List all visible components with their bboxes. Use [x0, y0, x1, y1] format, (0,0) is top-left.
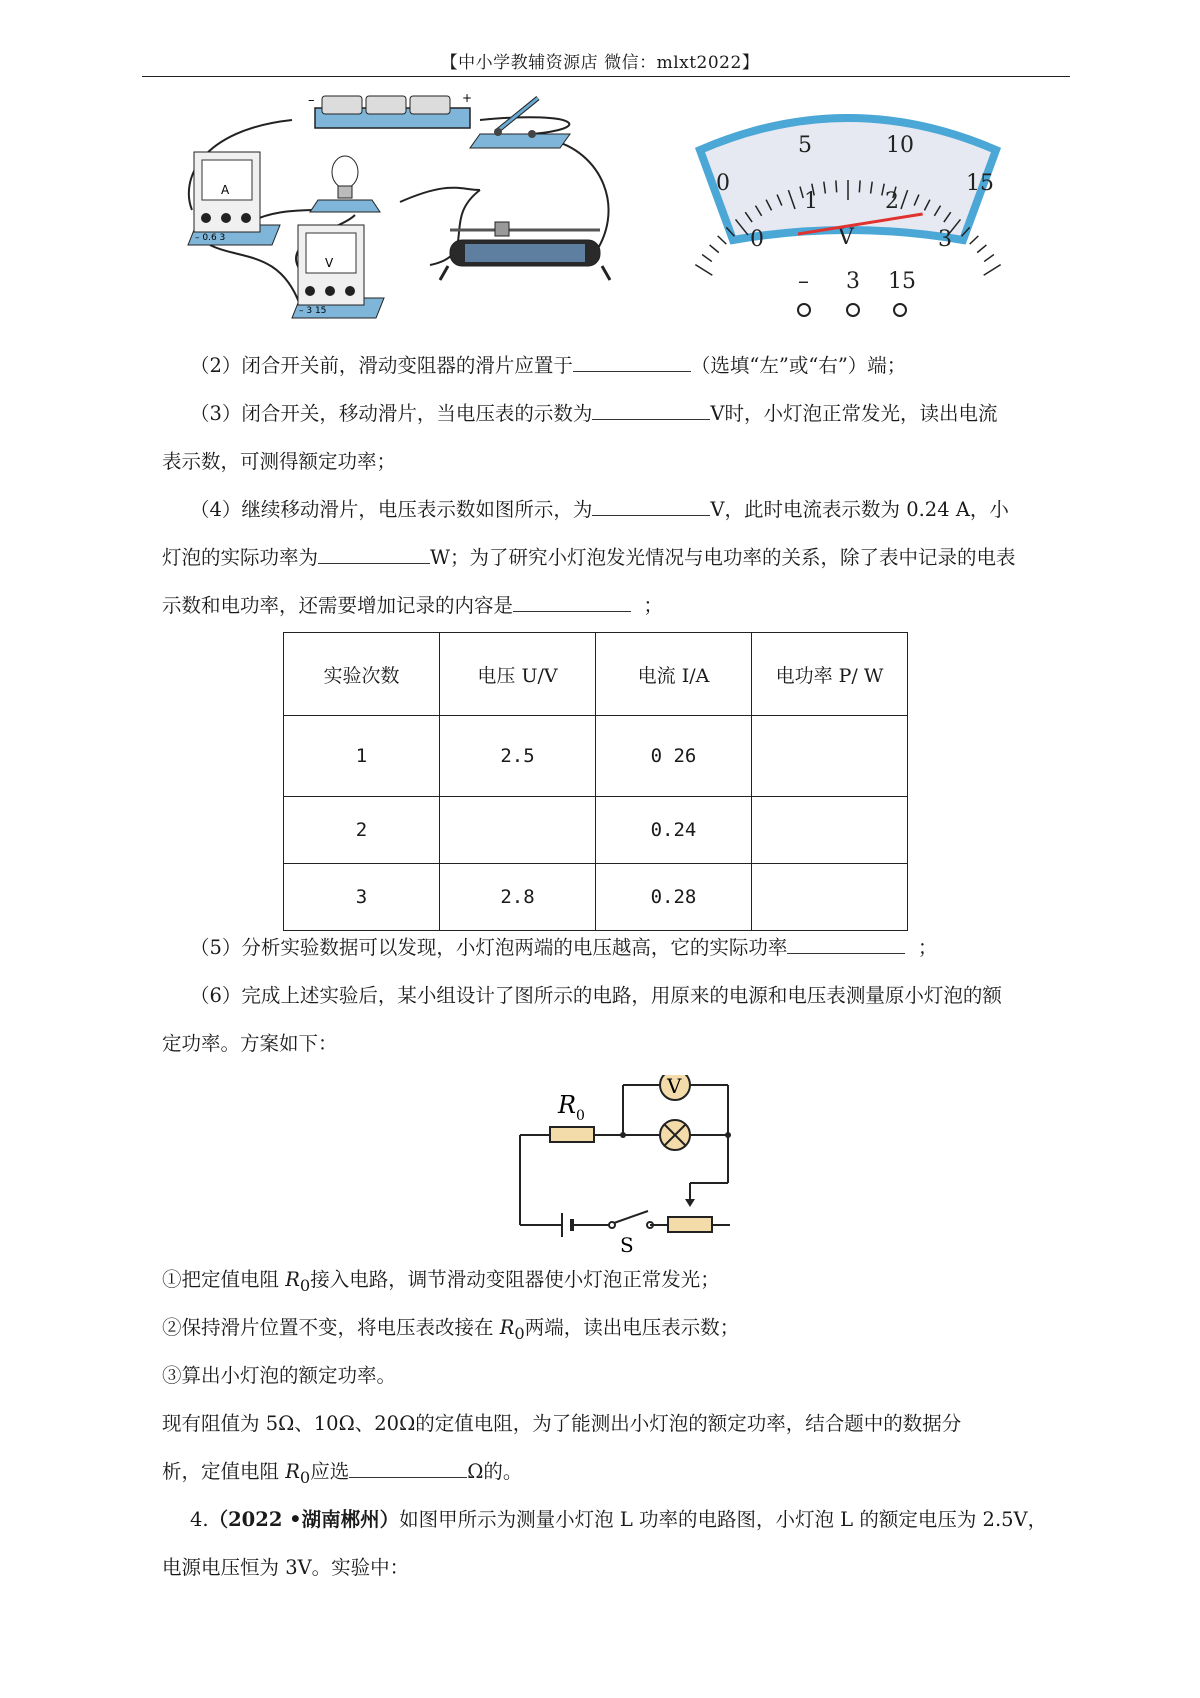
circuit-diagram [510, 1075, 750, 1260]
question-4-line2: 灯泡的实际功率为 W；为了研究小灯泡发光情况与电功率的关系，除了表中记录的电表 [162, 534, 1072, 582]
table-cell: 0.24 [596, 797, 752, 864]
table-cell: 2 [284, 797, 440, 864]
table-cell[interactable] [752, 716, 908, 797]
step-1: ①把定值电阻 $R_0$接入电路，调节滑动变阻器使小灯泡正常发光； [162, 1268, 720, 1295]
lamp-icon [310, 156, 380, 212]
question-6: （6）完成上述实验后，某小组设计了图所示的电路，用原来的电源和电压表测量原小灯泡的额 [190, 984, 1002, 1007]
table-cell: 1 [284, 716, 440, 797]
switch-symbol-icon [609, 1222, 615, 1228]
battery-icon [308, 91, 472, 128]
voltmeter-icon [292, 225, 384, 318]
answer-blank[interactable] [592, 397, 710, 420]
table-cell[interactable] [440, 797, 596, 864]
answer-blank[interactable] [318, 541, 430, 564]
inner-label-0: 0 [750, 227, 764, 252]
step-2: ②保持滑片位置不变，将电压表改接在 $R_0$两端，读出电压表示数； [162, 1316, 740, 1343]
voltmeter-dial [688, 110, 1018, 330]
question-6-line2: 定功率。方案如下： [162, 1032, 338, 1055]
answer-blank[interactable] [592, 493, 710, 516]
col-header-current: 电流 I/A [596, 633, 752, 716]
table-cell[interactable] [752, 797, 908, 864]
inner-label-3: 3 [938, 227, 952, 252]
inner-label-1: 1 [804, 189, 818, 214]
scale-tick [984, 255, 994, 262]
apparatus-figure [180, 90, 650, 345]
scale-tick [710, 245, 719, 253]
scale-tick [695, 265, 712, 276]
outer-label-0: 0 [716, 171, 730, 196]
svg-text:V: V [325, 256, 334, 270]
question-4-next-line2: 电源电压恒为 3V。实验中： [162, 1556, 410, 1579]
ammeter-icon [188, 152, 280, 245]
col-header-trial: 实验次数 [284, 633, 440, 716]
terminal-label-minus: – [798, 269, 809, 294]
header-rule [142, 76, 1070, 77]
switch-icon [470, 98, 570, 148]
col-header-voltage: 电压 U/V [440, 633, 596, 716]
scale-tick [970, 236, 979, 244]
data-table [283, 632, 908, 931]
resistor-r0-icon [550, 1127, 594, 1142]
table-row [284, 864, 908, 931]
r0-sub: 0 [576, 1108, 585, 1124]
scale-tick [718, 236, 727, 244]
scale-tick [859, 180, 860, 192]
question-5: （5）分析实验数据可以发现，小灯泡两端的电压越高，它的实际功率 ； [190, 924, 1070, 972]
svg-text:– 0.6 3: – 0.6 3 [195, 233, 226, 243]
question-3: （3）闭合开关，移动滑片，当电压表的示数为 V时，小灯泡正常发光，读出电流 [190, 390, 1070, 438]
resistor-question: 现有阻值为 5Ω、10Ω、20Ω的定值电阻，为了能测出小灯泡的额定功率，结合题中的数据分 [162, 1412, 962, 1435]
table-cell: 3 [284, 864, 440, 931]
question-3-line2: 表示数，可测得额定功率； [162, 450, 397, 473]
inner-label-2: 2 [885, 189, 899, 214]
answer-blank[interactable] [513, 589, 631, 612]
terminal-label-3: 3 [846, 269, 860, 294]
svg-text:A: A [221, 183, 230, 197]
table-cell[interactable] [752, 864, 908, 931]
step-3: ③算出小灯泡的额定功率。 [162, 1364, 397, 1387]
table-cell: 0.28 [596, 864, 752, 931]
terminal-label-15: 15 [888, 269, 916, 294]
table-cell: 2.8 [440, 864, 596, 931]
resistor-question-line2: 析，定值电阻 $R_0$应选 Ω的。 [162, 1448, 1072, 1502]
answer-blank[interactable] [787, 931, 905, 954]
question-2: （2）闭合开关前，滑动变阻器的滑片应置于 （选填“左”或“右”）端； [190, 342, 1070, 390]
voltmeter-symbol-label: V [667, 1075, 682, 1098]
table-row [284, 716, 908, 797]
question-4-line3: 示数和电功率，还需要增加记录的内容是 ； [162, 582, 1072, 630]
r0-label: R [558, 1091, 577, 1119]
question-4-next: 4.（2022 •湖南郴州）如图甲所示为测量小灯泡 L 功率的电路图，小灯泡 L 的额定电压为 2.5V， [190, 1508, 1048, 1531]
terminal-15-icon [894, 304, 906, 316]
terminal-3-icon [847, 304, 859, 316]
page-header: 【中小学教辅资源店 微信：mlxt2022】 [440, 53, 760, 73]
table-cell: 2.5 [440, 716, 596, 797]
terminal-minus-icon [798, 304, 810, 316]
svg-text:– 3 15: – 3 15 [299, 306, 327, 316]
table-row [284, 797, 908, 864]
table-cell: 0 26 [596, 716, 752, 797]
dial-face [700, 118, 996, 240]
question-4: （4）继续移动滑片，电压表示数如图所示，为 V，此时电流表示数为 0.24 A，小 [190, 486, 1070, 534]
scale-tick [836, 180, 837, 192]
answer-blank[interactable] [573, 349, 691, 372]
rheostat-icon [440, 222, 610, 280]
outer-label-15: 15 [966, 171, 994, 196]
svg-text:+: + [462, 91, 473, 105]
unit-label: V [838, 225, 854, 250]
col-header-power: 电功率 P/ W [752, 633, 908, 716]
scale-tick [702, 255, 712, 262]
scale-tick [977, 245, 986, 253]
outer-label-5: 5 [798, 133, 812, 158]
outer-label-10: 10 [886, 133, 914, 158]
answer-blank[interactable] [349, 1455, 467, 1478]
switch-label: S [620, 1233, 634, 1257]
svg-text:–: – [308, 93, 315, 108]
scale-tick [984, 265, 1001, 276]
rheostat-symbol-icon [668, 1217, 712, 1232]
